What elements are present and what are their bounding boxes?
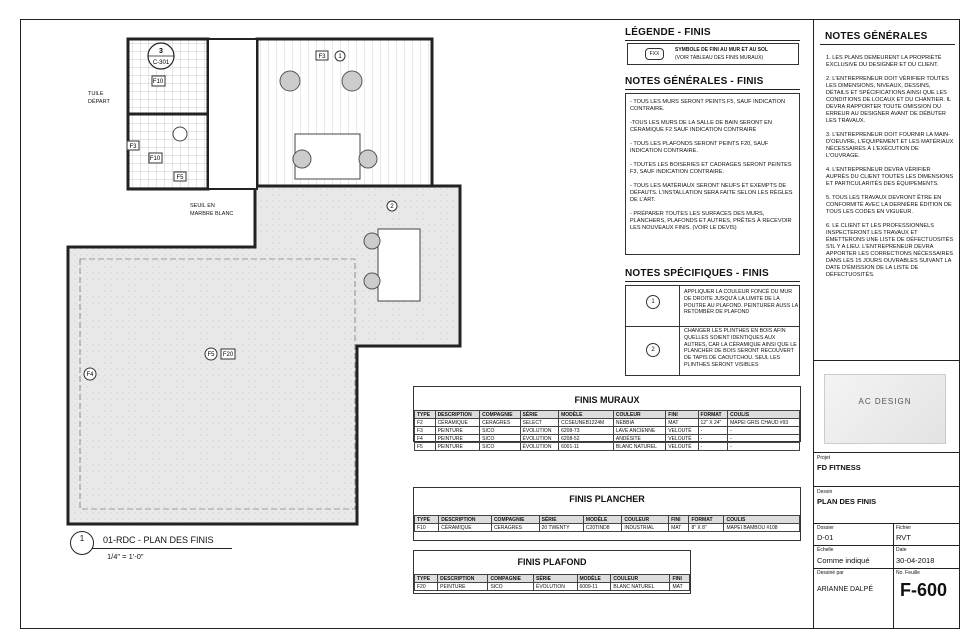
table-cell: - [728,435,800,443]
table-cell: F5 [415,443,436,451]
table-cell: SICO [488,583,534,591]
table-cell: 20 TWENTY [539,524,583,532]
col-header: FORMAT [698,411,728,419]
finis-muraux-title: FINIS MURAUX [574,395,640,405]
specific-note-number: 1 [646,295,660,309]
table-cell: 8" X 8" [689,524,724,532]
specific-note-number: 2 [646,343,660,357]
table-cell: CERAGRES [491,524,539,532]
col-header: COMPAGNIE [491,516,539,524]
table-cell: SICO [480,443,520,451]
col-header: COULEUR [622,516,669,524]
general-note-item: 1. LES PLANS DEMEURENT LA PROPRIÉTÉ EXCLUSIVE DU DESIGNER ET DU CLIENT. [826,55,942,68]
tag-f10-bath: F10 [149,156,161,162]
logo [824,374,946,444]
finis-plancher-title: FINIS PLANCHER [569,494,645,504]
legend-text: SYMBOLE DE FINI AU MUR ET AU SOL [675,47,768,53]
table-cell: 6208-52 [559,435,614,443]
note-finis-item: - PRÉPARER TOUTES LES SURFACES DES MURS, PLANCHERS, PLAFONDS ET AUTRES, PRÊTES À RECEVOIR LES NOUVEAUX FINIS. (VOIR LE DEVIS) [630,211,792,231]
tag-f3-bath: F3 [129,144,137,150]
feuille-label: No. Feuille [896,570,920,576]
table-cell: - [698,435,728,443]
callout-reference: C-301 [152,60,170,66]
fichier-value: RVT [896,533,911,542]
table-cell: - [728,443,800,451]
notes-specifiques-title: NOTES SPÉCIFIQUES - FINIS [625,268,769,279]
table-row [415,443,800,451]
table-cell: MAPEI GRIS CHAUD #93 [728,419,800,427]
col-header: DESCRIPTION [439,516,492,524]
col-header: SÉRIE [539,516,583,524]
col-header: DESCRIPTION [435,411,480,419]
note-finis-item: -TOUS LES MURS DE LA SALLE DE BAIN SERONT EN CÉRAMIQUE F2 SAUF INDICATION CONTRAIRE [630,120,772,133]
table-cell: CÉRAMIQUE [435,419,480,427]
notes-generales-title: NOTES GÉNÉRALES [825,31,928,42]
general-note-item: 2. L'ENTREPRENEUR DOIT VÉRIFIER TOUTES LES DIMENSIONS, NIVEAUX, DESSINS, DÉTAILS ET SPÉCIFICATIONS AINSI QUE LES CONDITIONS DE LOCAUX ET DU CHANTIER. IL DEVRA RAPPORTER TOUTE OMISSION OU ERREUR AU DESIGNER AVANT DE DÉBUTER LES TRAVAUX. [826,76,951,124]
callout-number: 3 [159,48,163,55]
date-label: Date [896,547,907,553]
tag-f5-main: F5 [207,352,215,358]
col-header: FORMAT [689,516,724,524]
table-cell: 6208-73 [559,427,614,435]
legend-subtext: (VOIR TABLEAU DES FINIS MURAUX) [675,55,764,61]
note-finis-item: - TOUTES LES BOISERIES ET CADRAGES SERONT PEINTES F3, SAUF INDICATION CONTRAIRE. [630,162,792,175]
table-row [415,419,800,427]
dessin-value: PLAN DES FINIS [817,497,877,506]
table-cell: BLANC NATUREL [611,583,670,591]
projet-label: Projet [817,455,831,461]
table-cell: F4 [415,435,436,443]
table-cell: F20 [415,583,438,591]
projet-value: FD FITNESS [817,463,861,472]
seuil-label: SEUIL EN MARBRE BLANC [190,203,234,217]
col-header: COULIS [724,516,800,524]
general-note-item: 6. LE CLIENT ET LES PROFESSIONNELS INSPECTERONT LES TRAVAUX ET ÉMETTERONS UNE LISTE DE DÉFECTUOSITÉS S'IL Y A LIEU. L'ENTREPRENEUR DEVRA APPORTER LES CORRECTIONS NÉCESSAIRES DANS LES 15 JOURS OUVRABLES SUIVANT LA DATE D'ÉMISSION DE LA LISTE DE DÉFECTUOSITÉS. [826,223,954,278]
table-cell: LAVE ANCIENNE [613,427,665,435]
col-header: COULEUR [611,575,670,583]
col-header: DESCRIPTION [438,575,488,583]
specific-note-text: CHANGER LES PLINTHES EN BOIS AFIN QUELLES SOIENT IDENTIQUES AUX AUTRES, CAR LA CÉRAMIQUE AINSI QUE LE PLANCHER DE BOIS SERONT RECOUVERT DE TAPIS DE CAOUTCHOU. SEUL LES PLINTHES SERONT VISIBLES [684,328,797,368]
col-header: TYPE [415,575,438,583]
dessine-label: Dessiné par [817,570,844,576]
table-cell: - [698,443,728,451]
col-header: TYPE [415,516,439,524]
note-finis-item: - TOUS LES MURS SERONT PEINTS F5, SAUF INDICATION CONTRAIRE. [630,99,785,112]
dossier-value: D-01 [817,533,834,542]
table-cell: SICO [480,427,520,435]
table-cell: 12" X 24" [698,419,728,427]
note-finis-item: - TOUS LES PLAFONDS SERONT PEINTS F20, SAUF INDICATION CONTRAIRE. [630,141,769,154]
table-cell: MAPEI BAMBOU #108 [724,524,800,532]
date-value: 30-04-2018 [896,556,935,565]
col-header: COMPAGNIE [480,411,520,419]
finis-muraux-table [414,410,800,451]
table-cell: VELOUTÉ [666,427,698,435]
col-header: FINI [666,411,698,419]
table-cell: INDUSTRIAL [622,524,669,532]
echelle-value: Comme indiqué [817,556,870,565]
table-cell: - [698,427,728,435]
finis-plancher-panel [413,487,801,541]
table-cell: NEBBIA [613,419,665,427]
table-cell: CCSEUNEB1224M [559,419,614,427]
table-row [415,427,800,435]
echelle-label: Échelle [817,547,834,553]
table-cell: ÉVOLUTION [533,583,577,591]
finis-plancher-table [414,515,800,532]
table-cell: MAT [666,419,698,427]
col-header: MODÈLE [559,411,614,419]
col-header: MODÈLE [583,516,621,524]
dessine-value: ARIANNE DALPÉ [817,586,874,593]
general-note-item: 4. L'ENTREPRENEUR DEVRA VÉRIFIER AUPRÈS DU CLIENT TOUTES LES DIMENSIONS ET PARTICULARITÉS DES ÉQUIPEMENTS. [826,167,954,187]
table-cell: BLANC NATUREL [613,443,665,451]
legend-title: LÉGENDE - FINIS [625,27,711,38]
table-cell: F2 [415,419,436,427]
note-finis-item: - TOUS LES MATÉRIAUX SERONT NEUFS ET EXEMPTS DE DÉFAUTS. L'INSTALLATION SERA FAITE SELON LES RÈGLES DE L'ART. [630,183,793,203]
table-cell: 6001-11 [559,443,614,451]
table-cell: VELOUTÉ [666,435,698,443]
dessin-label: Dessin [817,489,833,495]
table-cell: CERAGRES [480,419,520,427]
fichier-label: Fichier [896,525,912,531]
table-cell: ANDÉSITE [613,435,665,443]
table-cell: SICO [480,435,520,443]
table-cell: MAT [670,583,690,591]
legend-symbol: FXX [645,48,664,60]
tag-2: 2 [390,204,394,210]
notes-generales-list [826,55,954,286]
table-cell: MAT [669,524,689,532]
col-header: SÉRIE [533,575,577,583]
tag-f3-top: F3 [318,54,326,60]
col-header: FINI [669,516,689,524]
logo-text: AC DESIGN [858,397,912,406]
general-note-item: 3. L'ENTREPRENEUR DOIT FOURNIR LA MAIN-D'OEUVRE, L'ÉQUIPEMENT ET LES MATÉRIAUX NÉCESSAIRES À L'EXÉCUTION DE L'OUVRAGE. [826,132,954,159]
tag-1-top: 1 [338,54,342,60]
view-scale: 1/4" = 1'-0" [107,552,144,561]
table-cell: 6009-11 [577,583,611,591]
table-row [415,524,800,532]
specific-note-text: APPLIQUER LA COULEUR FONCÉ DU MUR DE DROITE JUSQU'À LA LIMITE DE LA POUTRE AU PLAFOND. PEINTURER AUSS LA RETOMBÉR DE PLAFOND [684,289,798,316]
finis-plafond-title: FINIS PLAFOND [517,557,587,567]
col-header: COMPAGNIE [488,575,534,583]
col-header: COULEUR [613,411,665,419]
table-cell: PEINTURE [435,427,480,435]
dossier-label: Dossier [817,525,834,531]
table-cell: ÉVOLUTION [520,427,559,435]
table-cell: ÉVOLUTION [520,435,559,443]
view-number: 1 [70,531,94,555]
table-cell: ÉVOLUTION [520,443,559,451]
col-header: TYPE [415,411,436,419]
view-title: 01-RDC - PLAN DES FINIS [103,535,214,545]
notes-finis-title: NOTES GÉNÉRALES - FINIS [625,76,764,87]
tuile-label: TUILE DÉPART [88,91,110,105]
table-cell: C20TIND8 [583,524,621,532]
table-cell: VELOUTÉ [666,443,698,451]
table-cell: F3 [415,427,436,435]
table-row [415,435,800,443]
general-note-item: 5. TOUS LES TRAVAUX DEVRONT ÊTRE EN CONFORMITÉ AVEC LA DERNIÈRE ÉDITION DE TOUS LES CODES EN VIGUEUR. [826,195,952,215]
col-header: MODÈLE [577,575,611,583]
tag-f10: F10 [152,79,164,85]
table-cell: CÉRAMIQUE [439,524,492,532]
table-cell: F10 [415,524,439,532]
col-header: COULIS [728,411,800,419]
table-cell: SELECT [520,419,559,427]
col-header: SÉRIE [520,411,559,419]
tag-f5-bath: F5 [176,175,184,181]
table-cell: PEINTURE [435,435,480,443]
notes-finis-box [625,93,800,255]
table-cell: PEINTURE [435,443,480,451]
sheet-number: F-600 [900,580,948,600]
tag-f4: F4 [86,372,94,378]
table-cell: PEINTURE [438,583,488,591]
table-row [415,583,690,591]
finis-plafond-table [414,574,690,591]
col-header: FINI [670,575,690,583]
table-cell: - [728,427,800,435]
tag-f20: F20 [222,352,234,358]
